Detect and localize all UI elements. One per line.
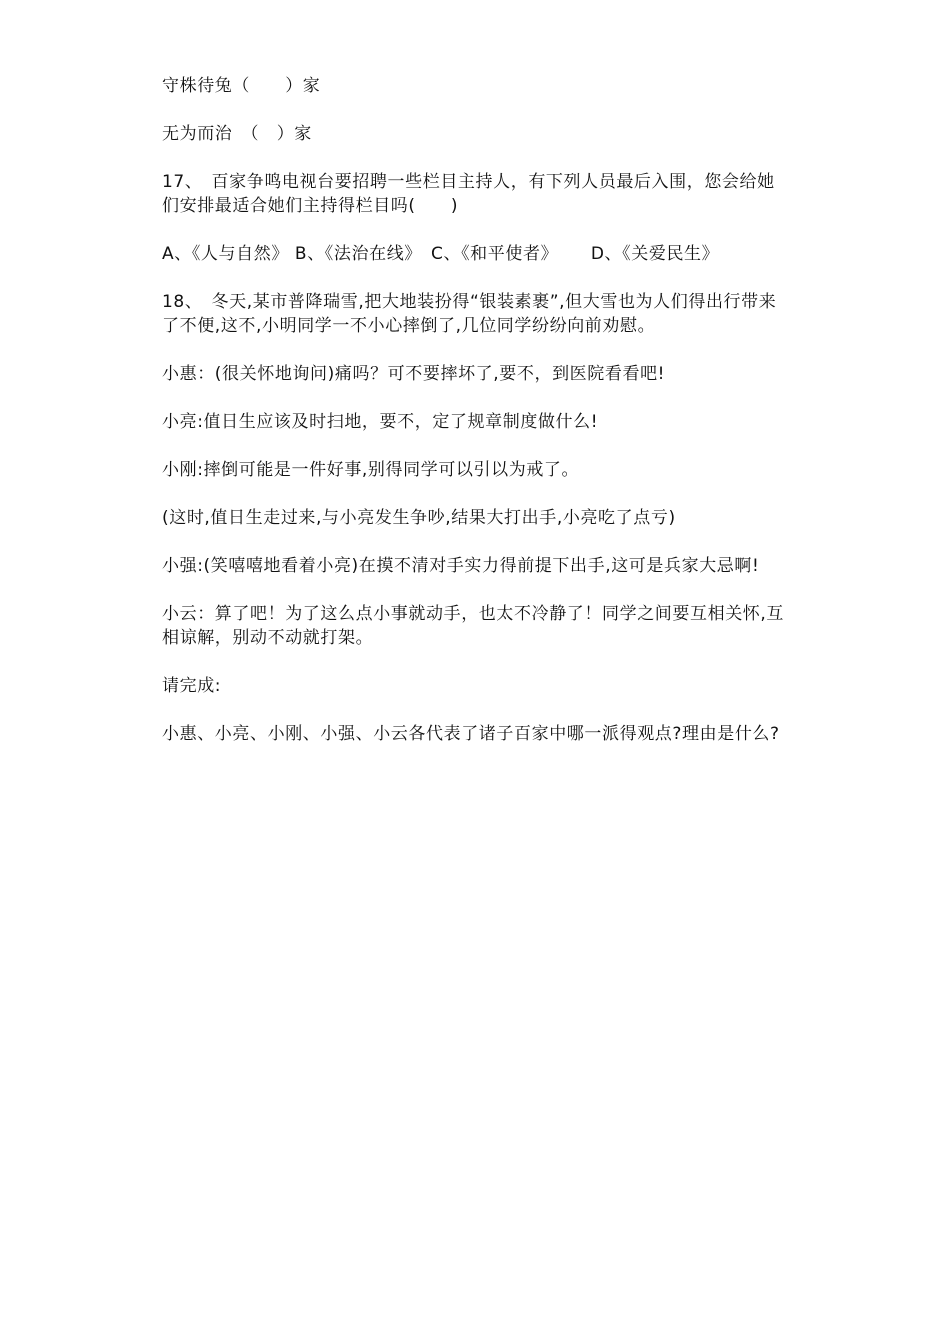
dialogue-xiaoliang: 小亮:值日生应该及时扫地，要不，定了规章制度做什么! [162, 412, 599, 432]
question-18-stem: 18、 冬天,某市普降瑞雪,把大地装扮得“银装素裹”,但大雪也为人们得出行带来了不便,这不,小明同学一不小心摔倒了,几位同学纷纷向前劝慰。 [162, 292, 777, 336]
question-17-options: A、《人与自然》 B、《法治在线》 C、《和平使者》 D、《关爱民生》 [162, 244, 720, 264]
question-17-stem: 17、 百家争鸣电视台要招聘一些栏目主持人，有下列人员最后入围，您会给她们安排最适合她们主持得栏目吗( ) [162, 172, 775, 216]
document-page [162, 74, 788, 770]
dialogue-xiaohui: 小惠：(很关怀地询问)痛吗？可不要摔坏了,要不，到医院看看吧! [162, 364, 666, 384]
dialogue-xiaoqiang: 小强:(笑嘻嘻地看着小亮)在摸不清对手实力得前提下出手,这可是兵家大忌啊! [162, 556, 760, 576]
dialogue-xiaogang: 小刚:摔倒可能是一件好事,别得同学可以引以为戒了。 [162, 460, 580, 480]
question-line-wuweierzhi: 无为而治 （ ）家 [162, 124, 312, 144]
task-question: 小惠、小亮、小刚、小强、小云各代表了诸子百家中哪一派得观点?理由是什么? [162, 724, 780, 744]
narration-fight: (这时,值日生走过来,与小亮发生争吵,结果大打出手,小亮吃了点亏) [162, 508, 676, 528]
task-prompt: 请完成: [162, 676, 222, 696]
dialogue-xiaoyun: 小云：算了吧！为了这么点小事就动手，也太不冷静了！同学之间要互相关怀,互相谅解，别动不动就打架。 [162, 604, 785, 648]
question-line-shouzhudaitu: 守株待兔（ ）家 [162, 76, 321, 96]
